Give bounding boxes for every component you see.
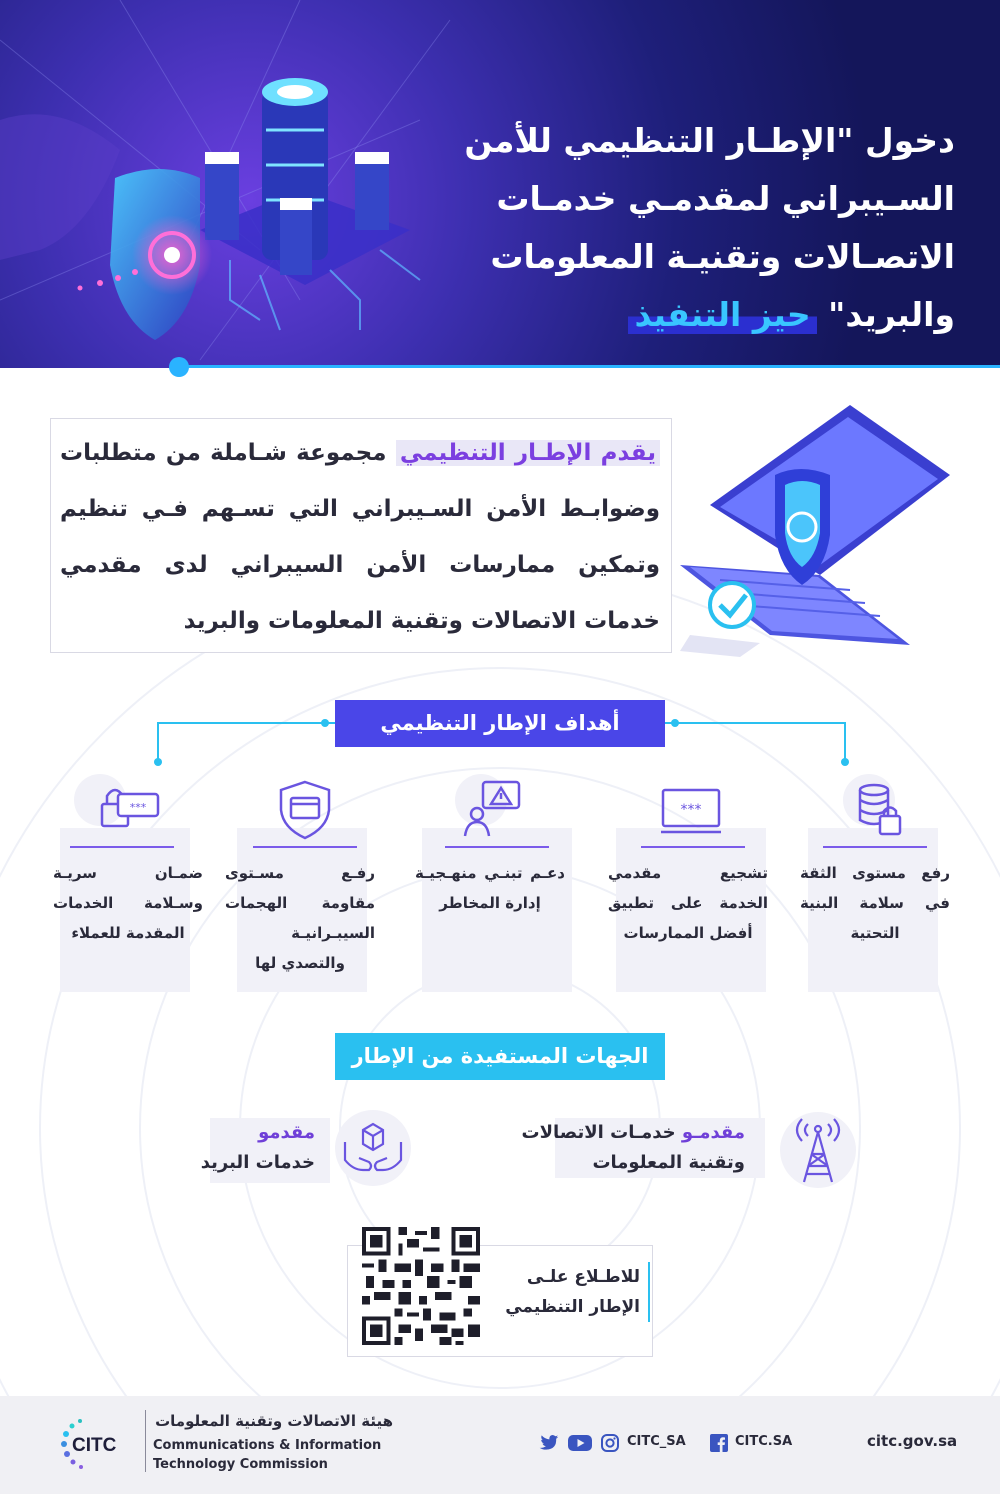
citc-logo[interactable]	[58, 1408, 138, 1478]
hero-title-line-4-prefix: والبريد"	[816, 295, 955, 334]
instagram-icon[interactable]	[601, 1434, 619, 1452]
facebook-icon[interactable]	[710, 1434, 728, 1452]
beneficiary-line-2: وتقنية المعلومات	[592, 1152, 745, 1173]
goal-underline	[253, 846, 357, 848]
logo-text: CITC	[72, 1435, 117, 1456]
youtube-icon[interactable]	[568, 1434, 592, 1452]
social-handle-facebook[interactable]: CITC.SA	[735, 1434, 793, 1449]
password-monitor-icon	[661, 780, 721, 840]
goal-text: رفع مستوى الثقة في سلامة البنية التحتية	[800, 864, 950, 942]
svg-text:***: ***	[680, 802, 702, 818]
chat-password-lock-icon	[100, 780, 160, 840]
beneficiary-line-1	[490, 1118, 745, 1148]
goals-heading: أهداف الإطار التنظيمي	[335, 700, 665, 747]
footer-separator	[145, 1410, 146, 1472]
goal-text: تشجيع مقدمي الخدمة على تطبيق أفضل الممارسات	[608, 864, 768, 942]
hands-package-icon	[333, 1108, 413, 1188]
social-handle-citc-sa[interactable]: CITC_SA	[627, 1434, 686, 1449]
intro-body: مجموعة شـاملة من متطلبات وضوابـط الأمن السـيبراني التي تسـهم فـي تنظيم وتمكين ممارسات الأمن السيبراني لدى مقدمي خدمات الاتصالات وتقنية المعلومات والبريد	[60, 440, 660, 634]
qr-caption-line-1: للاطـلاع علـى	[526, 1267, 640, 1287]
intro-highlight: يقدم الإطـار التنظيمي	[396, 440, 660, 466]
hero-title-line-1: دخول "الإطـار التنظيمي للأمن	[464, 121, 955, 160]
footer	[0, 1396, 1000, 1494]
beneficiary-text-telecom	[490, 1118, 745, 1178]
goal-underline	[641, 846, 745, 848]
beneficiary-line-2: خدمات البريد	[200, 1152, 315, 1173]
beneficiary-line-1-rest: خدمـات الاتصالات	[521, 1122, 682, 1143]
shield-window-icon	[275, 780, 335, 840]
beneficiary-highlight: مقدمو	[258, 1122, 315, 1143]
user-warning-icon	[463, 780, 523, 840]
telecom-tower-icon	[778, 1110, 856, 1188]
beneficiary-highlight-line	[180, 1118, 315, 1148]
goal-underline	[70, 846, 174, 848]
org-name-arabic: هيئة الاتصالات وتقنية المعلومات	[155, 1412, 393, 1430]
goal-text: دعـم تبنـي منهـجيـة إدارة المخاطر	[415, 864, 565, 912]
beneficiary-highlight: مقدمـو	[681, 1122, 745, 1143]
org-name-english-line-1: Communications & Information	[153, 1438, 382, 1453]
org-name-english	[153, 1436, 381, 1474]
goal-text: رفـع مسـتوى مقاومة الهجمات السيبـرانيـة والتصدي لها	[225, 864, 375, 972]
goal-text: ضمـان سريـة وسـلامة الخدمات المقدمة للعملاء	[53, 864, 203, 942]
hero-title-line-3: الاتصـالات وتقنيـة المعلومات	[490, 237, 955, 276]
svg-text:***: ***	[129, 801, 147, 814]
website-link[interactable]: citc.gov.sa	[867, 1432, 958, 1450]
org-name-english-line-2: Technology Commission	[153, 1457, 328, 1472]
qr-caption-line-2: الإطار التنظيمي	[505, 1297, 640, 1317]
beneficiaries-heading: الجهات المستفيدة من الإطار	[335, 1033, 665, 1080]
hero-title-line-2: السـيبراني لمقدمـي خدمـات	[496, 179, 955, 218]
hero-title-highlight: حيز التنفيذ	[628, 295, 816, 334]
goal-underline	[823, 846, 927, 848]
qr-caption	[490, 1262, 650, 1322]
goal-underline	[445, 846, 549, 848]
qr-code[interactable]	[362, 1227, 480, 1345]
database-lock-icon	[850, 780, 910, 840]
beneficiary-text-postal	[180, 1118, 315, 1178]
twitter-icon[interactable]	[539, 1434, 559, 1452]
